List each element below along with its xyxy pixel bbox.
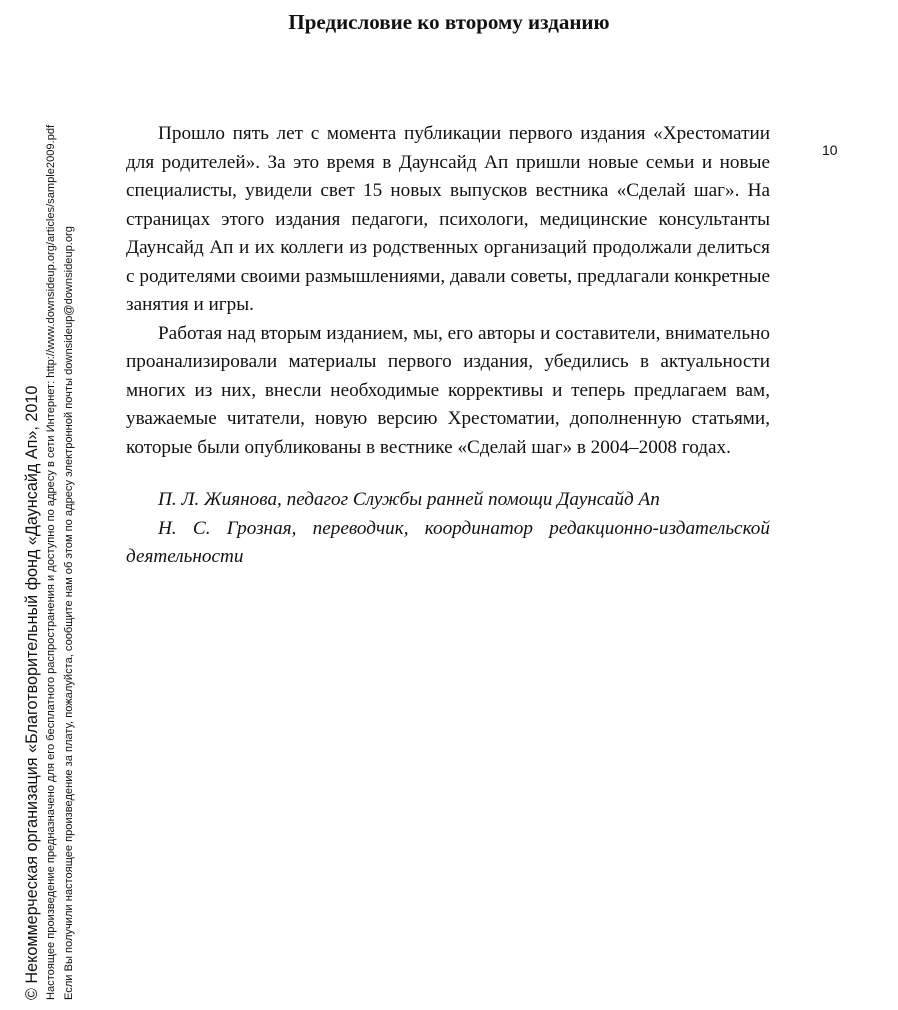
page-title: Предисловие ко второму изданию bbox=[288, 10, 610, 34]
sidebar-copyright bbox=[22, 0, 42, 1000]
body-text bbox=[126, 120, 770, 572]
sidebar-copyright-text: © Некоммерческая организация «Благотворительный фонд «Даунсайд Ап», 2010 bbox=[23, 385, 41, 1000]
sidebar-notice-2 bbox=[62, 0, 76, 1000]
sidebar-notice-2-text: Если Вы получили настоящее произведение за плату, пожалуйста, сообщите нам об этом по адресу электронной почты downsideup@downsideup.org bbox=[63, 226, 75, 1000]
signature-block bbox=[126, 486, 770, 572]
paragraph-1: Прошло пять лет с момента публикации первого издания «Хрестоматии для родителей». За это время в Даунсайд Ап пришли новые семьи и новые специалисты, увидели свет 15 новых выпусков вестника «Сделай шаг». На страницах этого издания педагоги, психологи, медицинские консультанты Даунсайд Ап и их коллеги из родственных организаций продолжали делиться с родителями своими размышлениями, давали советы, предлагали конкретные занятия и игры. bbox=[126, 123, 770, 315]
paragraph-2: Работая над вторым изданием, мы, его авторы и составители, внимательно проанализировали материалы первого издания, убедились в актуальности многих из них, внесли необходимые коррективы и теперь предлагаем вам, уважаемые читатели, новую версию Хрестоматии, дополненную статьями, которые были опубликованы в вестнике «Сделай шаг» в 2004–2008 годах. bbox=[126, 322, 770, 458]
sidebar-notice-1 bbox=[44, 0, 58, 1000]
sidebar-notice-1-text: Настоящее произведение предназначено для его бесплатного распространения и доступно по адресу в сети Интернет: http://www.downsideup.org/articles/sample2009.pdf bbox=[45, 124, 57, 1000]
signature-1: П. Л. Жиянова, педагог Службы ранней помощи Даунсайд Ап bbox=[158, 489, 660, 510]
signature-2: Н. С. Грозная, переводчик, координатор редакционно-издательской деятельности bbox=[126, 517, 770, 567]
page-number: 10 bbox=[822, 142, 838, 158]
